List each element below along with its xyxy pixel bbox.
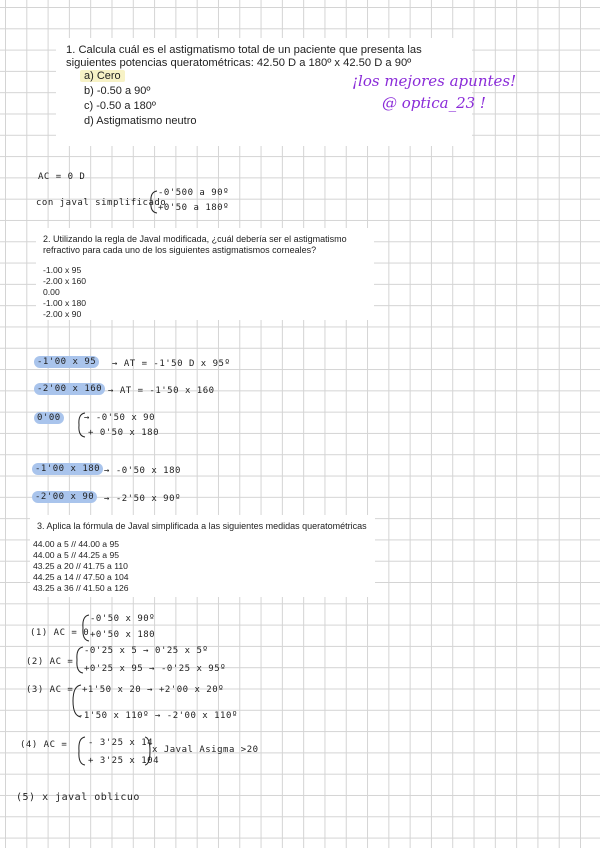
brace-4 [74, 646, 84, 674]
watermark-line-1: ¡los mejores apuntes! [352, 72, 517, 90]
note3-2: (2) AC = [26, 657, 74, 667]
q2-value-4: -1.00 x 180 [43, 298, 86, 308]
note2-a2-result: → AT = -1'50 x 160 [108, 386, 215, 396]
note3-1: (1) AC = 0 [30, 628, 90, 638]
note3-5: (5) x javal oblicuo [16, 792, 140, 803]
note2-a4-result: → -0'50 x 180 [104, 466, 181, 476]
note2-a5-result: → -2'50 x 90º [104, 494, 181, 504]
note2-a1: -1'00 x 95 [34, 356, 99, 368]
note3-4a: - 3'25 x 14 [88, 738, 154, 748]
q2-value-2: -2.00 x 160 [43, 276, 86, 286]
question-2-card [36, 228, 374, 320]
note3-2b: +0'25 x 95 → -0'25 x 95º [84, 664, 227, 674]
q2-value-3: 0.00 [43, 287, 60, 297]
q3-value-2: 44.00 a 5 // 44.25 a 95 [33, 550, 120, 560]
note2-a3-r2: + 0'50 x 180 [88, 428, 160, 438]
question-2-text: 2. Utilizando la regla de Javal modificada, ¿cuál debería ser el astigmatismo refractivo para cada uno de los siguientes astigmatismos corneales? [43, 234, 347, 255]
note2-a3: 0'00 [34, 412, 64, 424]
note2-a5: -2'00 x 90 [32, 491, 97, 503]
option-a: a) Cero [80, 70, 125, 82]
question-3-text: 3. Aplica la fórmula de Javal simplificada a las siguientes medidas queratométricas [37, 521, 367, 531]
note2-a3-r1: → -0'50 x 90 [84, 413, 156, 423]
q2-value-5: -2.00 x 90 [43, 309, 82, 319]
q3-value-3: 43.25 a 20 // 41.75 a 110 [33, 561, 128, 571]
q2-value-1: -1.00 x 95 [43, 265, 82, 275]
question-3-card [30, 515, 375, 597]
q3-value-1: 44.00 a 5 // 44.00 a 95 [33, 539, 120, 549]
note-javal-r2: +0'50 a 180º [158, 203, 230, 213]
brace-1 [148, 190, 158, 214]
note3-2a: -0'25 x 5 → 0'25 x 5º [84, 646, 209, 656]
note3-3a: +1'50 x 20 → +2'00 x 20º [82, 685, 225, 695]
option-d: d) Astigmatismo neutro [84, 115, 197, 127]
note3-4: (4) AC = [20, 740, 68, 750]
brace-6 [76, 736, 86, 766]
q3-value-5: 43.25 a 36 // 41.50 a 126 [33, 583, 129, 593]
note3-3b: -1'50 x 110º → -2'00 x 110º [78, 711, 238, 721]
option-b: b) -0.50 a 90º [84, 85, 151, 97]
note3-1a: -0'50 x 90º [90, 614, 156, 624]
brace-7 [144, 736, 152, 766]
note-ac: AC = 0 D [38, 172, 86, 182]
note2-a2: -2'00 x 160 [34, 383, 105, 395]
q3-value-4: 44.25 a 14 // 47.50 a 104 [33, 572, 129, 582]
question-1-card [56, 38, 472, 146]
option-c: c) -0.50 a 180º [84, 100, 156, 112]
note3-1b: +0'50 x 180 [90, 630, 156, 640]
question-1-text: 1. Calcula cuál es el astigmatismo total de un paciente que presenta las siguientes potencias queratométricas: 42.50 D a 180º x 42.50 D a 90º [66, 44, 422, 69]
note-javal-r1: -0'500 a 90º [158, 188, 230, 198]
note3-3: (3) AC = [26, 685, 74, 695]
watermark-line-2: @ optica_23 ! [382, 94, 486, 112]
brace-3 [80, 614, 90, 642]
note2-a1-result: → AT = -1'50 D x 95º [112, 359, 231, 369]
note3-4b: + 3'25 x 104 [88, 756, 160, 766]
note2-a4: -1'00 x 180 [32, 463, 103, 475]
note-javal: con javal simplificado [36, 198, 167, 208]
note3-4c: x Javal Asigma >20 [152, 745, 259, 755]
